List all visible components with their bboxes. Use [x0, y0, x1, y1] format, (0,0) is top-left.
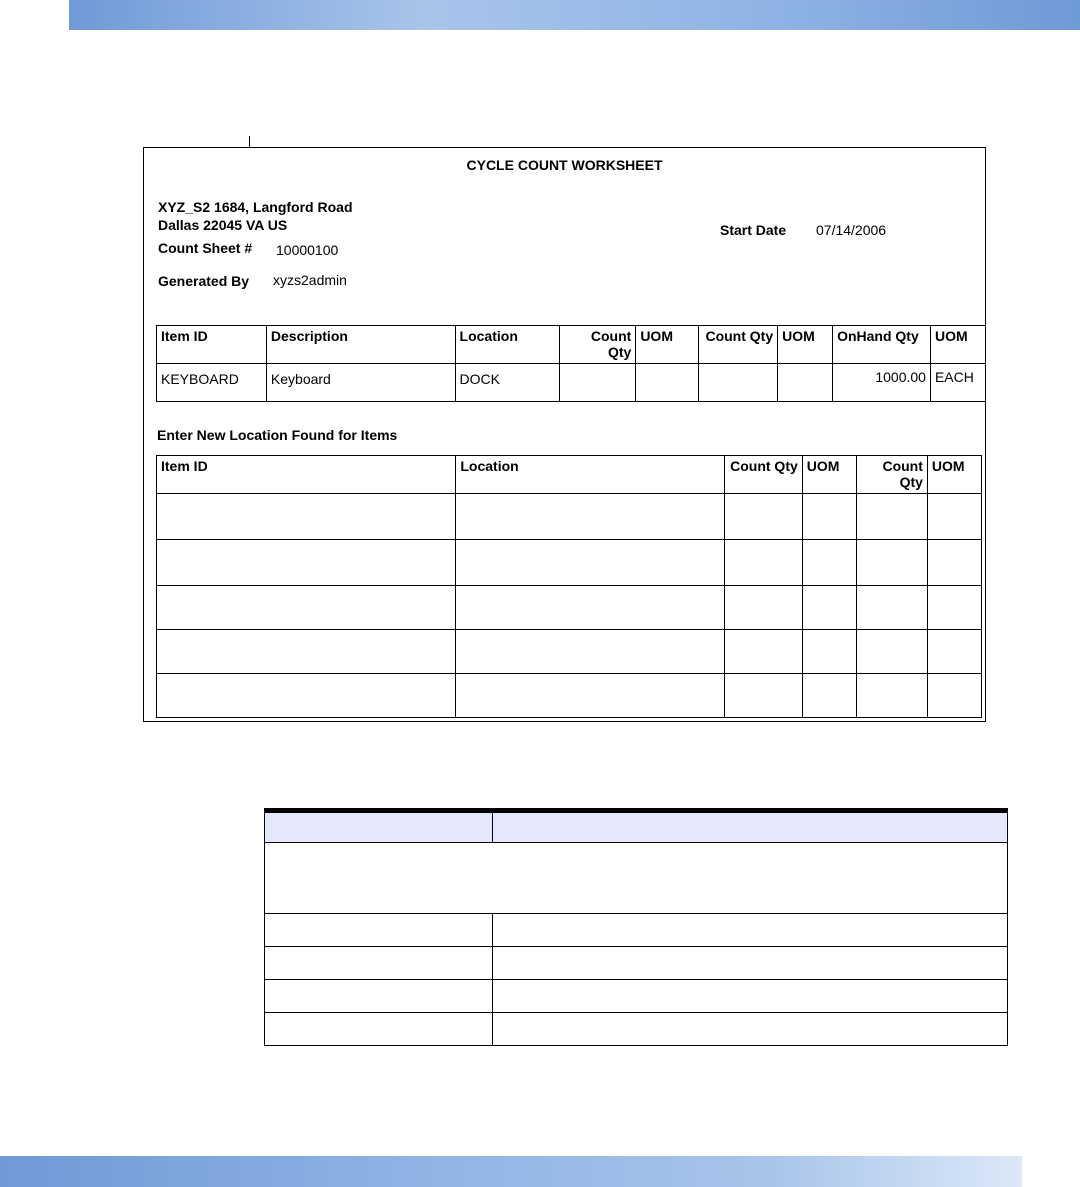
new-location-table	[156, 455, 982, 718]
empty-cell[interactable]	[802, 630, 856, 674]
empty-cell[interactable]	[802, 674, 856, 718]
table-row	[265, 843, 1008, 914]
table-cell	[493, 980, 1008, 1013]
empty-cell[interactable]	[856, 674, 927, 718]
start-date-label: Start Date	[720, 222, 787, 238]
col-count-qty-2: Count Qty	[856, 456, 927, 494]
col-uom-2: UOM	[927, 456, 981, 494]
col-uom: UOM	[636, 326, 699, 364]
empty-cell[interactable]	[456, 674, 724, 718]
empty-cell[interactable]	[724, 494, 802, 540]
items-table	[156, 325, 986, 402]
table-row	[265, 1013, 1008, 1046]
empty-cell[interactable]	[157, 630, 456, 674]
col-item-id: Item ID	[157, 326, 267, 364]
table-cell	[493, 947, 1008, 980]
col-description: Description	[266, 326, 455, 364]
empty-cell[interactable]	[856, 586, 927, 630]
empty-cell[interactable]	[856, 540, 927, 586]
table-row	[157, 364, 986, 402]
table-row	[265, 947, 1008, 980]
merged-cell	[265, 843, 1008, 914]
cell-count-qty-2[interactable]	[699, 364, 778, 402]
cell-location: DOCK	[455, 364, 560, 402]
col-item-id: Item ID	[157, 456, 456, 494]
table-cell	[493, 1013, 1008, 1046]
cell-uom-3: EACH	[930, 364, 985, 402]
table-cell	[265, 1013, 493, 1046]
empty-cell[interactable]	[927, 674, 981, 718]
cell-onhand-qty: 1000.00	[833, 364, 931, 402]
empty-cell[interactable]	[157, 586, 456, 630]
cell-item-id: KEYBOARD	[157, 364, 267, 402]
empty-cell[interactable]	[456, 540, 724, 586]
count-sheet-label: Count Sheet #	[158, 240, 253, 256]
cell-description: Keyboard	[266, 364, 455, 402]
table-cell	[265, 980, 493, 1013]
worksheet-title: CYCLE COUNT WORKSHEET	[466, 157, 663, 173]
header-cell	[265, 813, 493, 843]
count-sheet-value: 10000100	[276, 242, 339, 258]
empty-cell[interactable]	[856, 630, 927, 674]
table-row	[265, 914, 1008, 947]
new-location-heading: Enter New Location Found for Items	[157, 427, 398, 443]
table-row	[265, 980, 1008, 1013]
cell-count-qty[interactable]	[560, 364, 636, 402]
table-cell	[493, 914, 1008, 947]
table-row	[157, 586, 982, 630]
generated-by-value: xyzs2admin	[273, 272, 347, 288]
cell-uom[interactable]	[636, 364, 699, 402]
empty-cell[interactable]	[456, 586, 724, 630]
col-count-qty: Count Qty	[724, 456, 802, 494]
empty-cell[interactable]	[157, 674, 456, 718]
empty-cell[interactable]	[802, 586, 856, 630]
field-description-table	[264, 808, 1008, 1046]
empty-cell[interactable]	[802, 494, 856, 540]
empty-cell[interactable]	[927, 586, 981, 630]
header-cell	[493, 813, 1008, 843]
empty-cell[interactable]	[724, 540, 802, 586]
empty-cell[interactable]	[157, 494, 456, 540]
empty-cell[interactable]	[927, 494, 981, 540]
address-line-2: Dallas 22045 VA US	[158, 217, 288, 233]
table-header-row	[265, 813, 1008, 843]
empty-cell[interactable]	[856, 494, 927, 540]
col-location: Location	[455, 326, 560, 364]
col-uom-2: UOM	[778, 326, 833, 364]
table-row	[157, 630, 982, 674]
table-row	[157, 540, 982, 586]
empty-cell[interactable]	[927, 540, 981, 586]
top-header-band	[69, 0, 1080, 30]
start-date-value: 07/14/2006	[816, 222, 887, 238]
address-line-1: XYZ_S2 1684, Langford Road	[158, 199, 353, 215]
col-count-qty-2: Count Qty	[699, 326, 778, 364]
empty-cell[interactable]	[456, 630, 724, 674]
cell-uom-2[interactable]	[778, 364, 833, 402]
empty-cell[interactable]	[802, 540, 856, 586]
empty-cell[interactable]	[724, 586, 802, 630]
empty-cell[interactable]	[456, 494, 724, 540]
empty-cell[interactable]	[157, 540, 456, 586]
table-row	[157, 674, 982, 718]
table-cell	[265, 947, 493, 980]
col-uom: UOM	[802, 456, 856, 494]
empty-cell[interactable]	[724, 674, 802, 718]
generated-by-label: Generated By	[158, 273, 250, 289]
bottom-footer-band	[0, 1156, 1022, 1187]
col-uom-3: UOM	[930, 326, 985, 364]
table-cell	[265, 914, 493, 947]
empty-cell[interactable]	[724, 630, 802, 674]
col-location: Location	[456, 456, 724, 494]
table-row	[157, 494, 982, 540]
col-onhand-qty: OnHand Qty	[833, 326, 931, 364]
empty-cell[interactable]	[927, 630, 981, 674]
col-count-qty: Count Qty	[560, 326, 636, 364]
cycle-count-worksheet	[143, 147, 986, 722]
